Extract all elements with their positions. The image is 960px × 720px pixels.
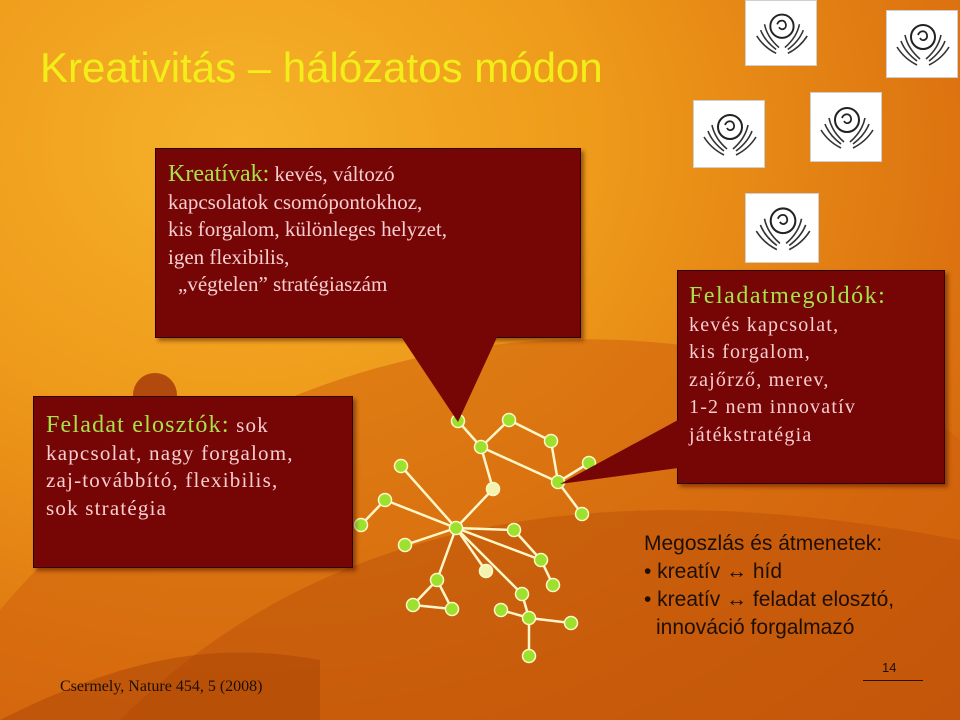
slide-title: Kreativitás – hálózatos módon	[40, 44, 603, 91]
distribution-box	[644, 530, 894, 642]
creatives-line: kapcsolatok csomópontokhoz,	[168, 189, 423, 214]
logo-drawing	[746, 1, 816, 65]
creativity-hands-logo-icon	[745, 193, 819, 263]
logo-drawing	[887, 11, 957, 77]
distribution-item: innováció forgalmazó	[656, 616, 855, 639]
logo-drawing	[694, 101, 764, 167]
creativity-hands-logo-icon	[745, 0, 817, 66]
task-solvers-line: kis forgalom,	[689, 341, 811, 363]
creatives-heading: Kreatívak:	[168, 161, 270, 187]
task-solvers-callout-pointer	[560, 420, 678, 484]
creativity-hands-logo-icon	[886, 10, 958, 78]
task-solvers-line: játékstratégia	[689, 423, 813, 446]
task-solvers-line: zajőrző, merev,	[689, 368, 830, 391]
page-number-rule	[863, 680, 923, 681]
task-solvers-line: 1-2 nem innovatív	[689, 396, 857, 418]
creatives-line: kevés, változó	[274, 162, 395, 186]
citation: Csermely, Nature 454, 5 (2008)	[60, 678, 263, 695]
task-distributors-line: sok stratégia	[46, 495, 168, 520]
logo-drawing	[811, 93, 881, 161]
distribution-heading: Megoszlás és átmenetek:	[644, 532, 883, 555]
creativity-hands-logo-icon	[810, 92, 882, 162]
page-number: 14	[882, 660, 897, 675]
distribution-item: • kreatív ↔ feladat elosztó,	[644, 588, 895, 611]
creatives-callout-pointer	[400, 335, 498, 422]
distribution-item: • kreatív ↔ híd	[644, 560, 783, 583]
logo-drawing	[746, 194, 818, 262]
task-solvers-line: kevés kapcsolat,	[689, 313, 840, 336]
task-solvers-heading: Feladatmegoldók:	[689, 283, 887, 309]
task-distributors-heading: Feladat elosztók:	[46, 412, 230, 438]
creatives-line: igen flexibilis,	[168, 244, 290, 269]
task-distributors-line: zaj-továbbító, flexibilis,	[46, 468, 279, 492]
creativity-hands-logo-icon	[693, 100, 765, 168]
creatives-line: kis forgalom, különleges helyzet,	[168, 217, 447, 241]
task-distributors-line: kapcsolat, nagy forgalom,	[46, 440, 294, 465]
creatives-line: „végtelen” stratégiaszám	[178, 272, 388, 296]
task-distributors-line: sok	[236, 413, 269, 437]
